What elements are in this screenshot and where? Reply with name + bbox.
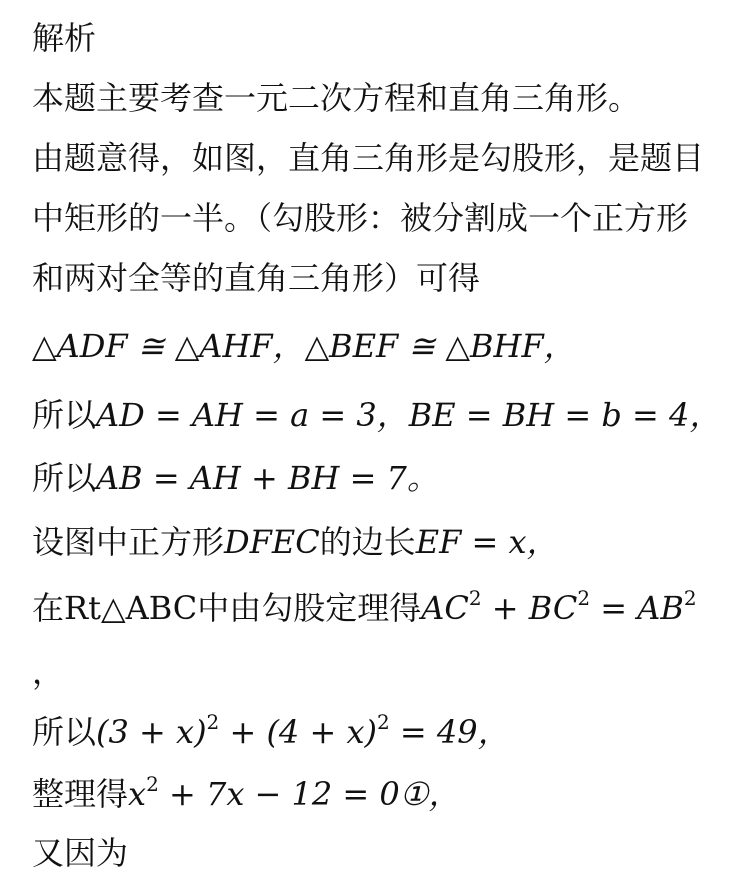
line-text: 的边长	[319, 523, 416, 561]
text-line-1: 本题主要考查一元二次方程和直角三角形。	[32, 79, 641, 117]
exponent: 2	[206, 710, 220, 734]
pythagorean-line	[32, 588, 697, 628]
math-term: = AB	[590, 589, 684, 627]
exponent: 2	[683, 586, 697, 610]
triangle-name: Rt△ABC	[64, 589, 198, 627]
equation-math	[96, 710, 510, 751]
square-definition-line	[32, 522, 559, 562]
line-text: 中由勾股定理得	[197, 589, 422, 627]
side-length-math: EF = x，	[415, 523, 559, 561]
equation-math: AB = AH + BH = 7。	[96, 459, 439, 497]
text-line-2: 由题意得，如图，直角三角形是勾股形，是题目	[32, 139, 705, 177]
square-name-math: DFEC	[224, 523, 320, 561]
line-text: 在	[32, 589, 65, 627]
exponent: 2	[146, 772, 159, 796]
exponent: 2	[468, 586, 482, 610]
text-line-3: 中矩形的一半。（勾股形：被分割成一个正方形	[32, 199, 689, 237]
math-term: AC	[421, 589, 469, 627]
equation-line-1	[32, 395, 721, 435]
math-term: + BC	[481, 589, 578, 627]
math-term: + 7x − 12 = 0①，	[158, 775, 461, 813]
equation-math: AD = AH = a = 3，BE = BH = b = 4，	[96, 396, 722, 434]
comma-line: ，	[32, 653, 65, 691]
equation-prefix: 所以	[32, 396, 97, 434]
exponent: 2	[577, 586, 591, 610]
text-line-final: 又因为	[32, 834, 129, 872]
text-line-4: 和两对全等的直角三角形）可得	[32, 259, 481, 297]
analysis-heading: 解析	[32, 19, 97, 57]
math-term: (3 + x)	[96, 713, 207, 751]
equation-prefix: 所以	[32, 713, 97, 751]
equation-line-4	[32, 774, 460, 814]
equation-line-3	[32, 712, 510, 752]
exponent: 2	[376, 710, 390, 734]
equation-prefix: 所以	[32, 459, 97, 497]
math-term: = 49，	[389, 713, 510, 751]
math-term: x	[128, 775, 147, 813]
line-text: 设图中正方形	[32, 523, 225, 561]
equation-math	[128, 772, 461, 813]
pythagorean-math	[421, 586, 697, 627]
congruence-line: △ADF ≅ △AHF，△BEF ≅ △BHF，	[32, 327, 576, 365]
equation-line-2	[32, 458, 439, 498]
math-term: + (4 + x)	[219, 713, 377, 751]
equation-prefix: 整理得	[32, 775, 129, 813]
